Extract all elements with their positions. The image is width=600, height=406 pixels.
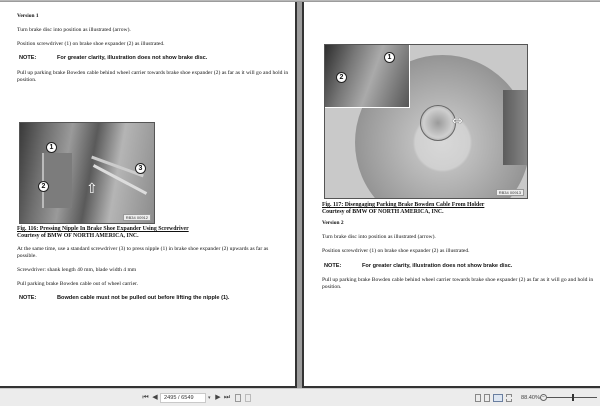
two-page-continuous-view-icon[interactable] <box>506 394 512 402</box>
paragraph: At the same time, use a standard screwdriver (3) to press nipple (1) in brake shoe expander (2) upwards as far as possible. <box>17 246 269 259</box>
inset-detail-image <box>325 45 410 108</box>
page-number-field[interactable]: 2495 / 6549 <box>160 393 206 403</box>
caption-title: Fig. 116: Pressing Nipple In Brake Shoe Expander Using Screwdriver <box>17 226 189 232</box>
callout-1: 1 <box>46 142 57 153</box>
callout-1: 1 <box>384 52 395 63</box>
copy-page-icon[interactable] <box>235 394 241 402</box>
note-block <box>19 55 289 63</box>
paragraph: Turn brake disc into position as illustrated (arrow). <box>322 234 436 240</box>
brake-shoe-expander <box>42 153 72 208</box>
caption-courtesy: Courtesy of BMW OF NORTH AMERICA, INC. <box>322 209 444 215</box>
version-heading: Version 1 <box>17 13 39 19</box>
caption-title: Fig. 117: Disengaging Parking Brake Bowden Cable From Holder <box>322 202 485 208</box>
next-page-icon[interactable]: ▶ <box>215 394 221 401</box>
zoom-slider-thumb[interactable] <box>572 394 574 401</box>
print-page-icon[interactable] <box>245 394 251 402</box>
first-page-icon[interactable]: ⏮ <box>142 394 149 401</box>
callout-3: 3 <box>135 163 146 174</box>
viewer-toolbar <box>0 388 600 406</box>
note-label: NOTE: <box>19 55 37 61</box>
figure-caption <box>17 226 189 240</box>
wheel-hub <box>420 105 456 141</box>
callout-2: 2 <box>336 72 347 83</box>
paragraph: Pull up parking brake Bowden cable behind wheel carrier towards brake shoe expander (2) as far as it will go and hold in position. <box>17 70 289 83</box>
caption-courtesy: Courtesy of BMW OF NORTH AMERICA, INC. <box>17 233 139 239</box>
figure-code: RB34 00913 <box>496 189 524 196</box>
single-page-view-icon[interactable] <box>475 394 481 402</box>
note-text: For greater clarity, illustration does not show brake disc. <box>57 55 208 61</box>
note-block <box>19 295 289 303</box>
page-right <box>302 2 600 388</box>
page-left <box>0 2 297 388</box>
note-label: NOTE: <box>324 263 342 269</box>
note-text: Bowden cable must not be pulled out before lifting the nipple (1). <box>57 295 230 301</box>
last-page-icon[interactable]: ⏭ <box>223 394 231 401</box>
figure-caption <box>322 202 484 216</box>
up-arrow-icon: ⇧ <box>86 181 98 197</box>
zoom-out-icon[interactable]: − <box>540 394 547 401</box>
figure-117-image <box>324 44 528 199</box>
two-page-view-icon[interactable] <box>493 394 503 402</box>
continuous-view-icon[interactable] <box>484 394 490 402</box>
paragraph: Position screwdriver (1) on brake shoe expander (2) as illustrated. <box>17 41 165 47</box>
note-label: NOTE: <box>19 295 37 301</box>
paragraph: Pull up parking brake Bowden cable behind wheel carrier towards brake shoe expander (2) as far as it will go and hold in position. <box>322 277 594 290</box>
paragraph: Position screwdriver (1) on brake shoe expander (2) as illustrated. <box>322 248 470 254</box>
prev-page-icon[interactable]: ◀ <box>152 394 158 401</box>
callout-2: 2 <box>38 181 49 192</box>
version-heading: Version 2 <box>322 220 344 226</box>
note-text: For greater clarity, illustration does not show brake disc. <box>362 263 513 269</box>
figure-code: RB34 00912 <box>123 214 151 221</box>
double-arrow-icon: ⇔ <box>452 114 463 129</box>
zoom-percent[interactable]: 88.40% <box>521 395 540 401</box>
figure-116-image <box>19 122 155 224</box>
brake-caliper <box>503 90 528 165</box>
paragraph: Screwdriver: shank length 40 mm, blade width 4 mm <box>17 267 137 273</box>
paragraph: Turn brake disc into position as illustrated (arrow). <box>17 27 131 33</box>
paragraph: Pull parking brake Bowden cable out of wheel carrier. <box>17 281 138 287</box>
page-dropdown-icon[interactable]: ▾ <box>208 395 211 401</box>
note-block <box>324 263 594 271</box>
